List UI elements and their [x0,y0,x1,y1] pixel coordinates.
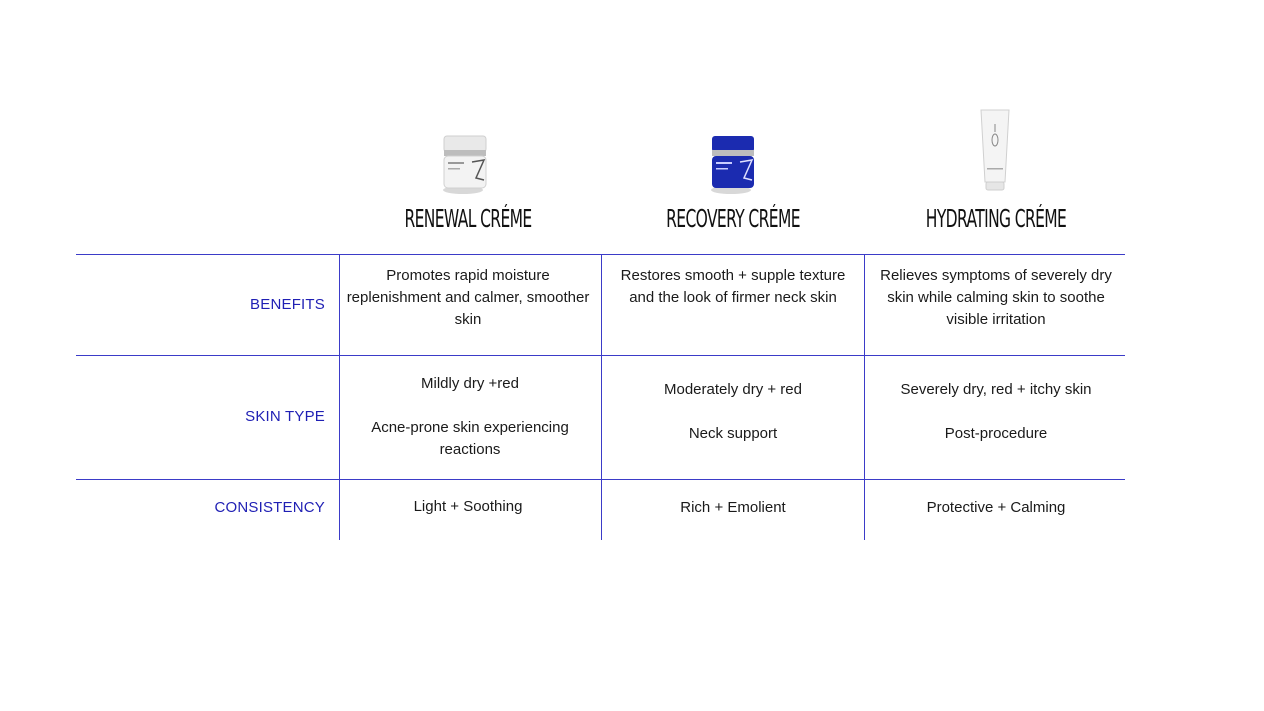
row-label-skin-type: SKIN TYPE [245,408,325,425]
product-title-renewal: RENEWAL CRÉME [404,204,532,233]
cell-text-primary: Severely dry, red + itchy skin [900,381,1092,398]
product-image-renewal [436,132,496,198]
product-image-recovery [704,132,764,198]
product-title-recovery: RECOVERY CRÉME [666,204,800,233]
skin-type-cell-hydrating [871,379,1121,445]
consistency-cell-recovery [608,497,858,519]
cell-text: Rich + Emolient [680,499,786,516]
product-image-hydrating [978,108,1012,194]
cell-text-primary: Moderately dry + red [664,381,802,398]
benefits-cell-hydrating [871,265,1121,331]
row-label-benefits: BENEFITS [250,296,325,313]
table-divider-1 [339,254,340,540]
benefits-cell-recovery [608,265,858,309]
consistency-cell-renewal [343,496,593,518]
cell-text: Light + Soothing [413,498,523,515]
cell-text-secondary: Post-procedure [944,425,1048,442]
row-label-consistency: CONSISTENCY [214,499,325,516]
skin-type-cell-renewal [345,373,595,461]
cell-text-secondary: Neck support [688,425,778,442]
cell-text-secondary: Acne-prone skin experiencing reactions [371,419,569,458]
benefits-cell-renewal [343,265,593,331]
skin-type-cell-recovery [608,379,858,445]
cell-text: Protective + Calming [926,499,1066,516]
cell-text: Promotes rapid moisture replenishment and calmer, smoother skin [346,267,590,328]
table-divider-3 [864,254,865,540]
table-divider-2 [601,254,602,540]
blue-jar-icon [704,132,764,198]
white-tube-icon [978,108,1012,194]
cell-text: Relieves symptoms of severely dry skin while calming skin to soothe visible irritation [880,267,1112,328]
white-jar-icon [436,132,496,198]
product-title-hydrating: HYDRATING CRÉME [925,204,1067,233]
consistency-cell-hydrating [871,497,1121,519]
cell-text-primary: Mildly dry +red [421,375,519,392]
cell-text: Restores smooth + supple texture and the look of firmer neck skin [620,267,846,306]
